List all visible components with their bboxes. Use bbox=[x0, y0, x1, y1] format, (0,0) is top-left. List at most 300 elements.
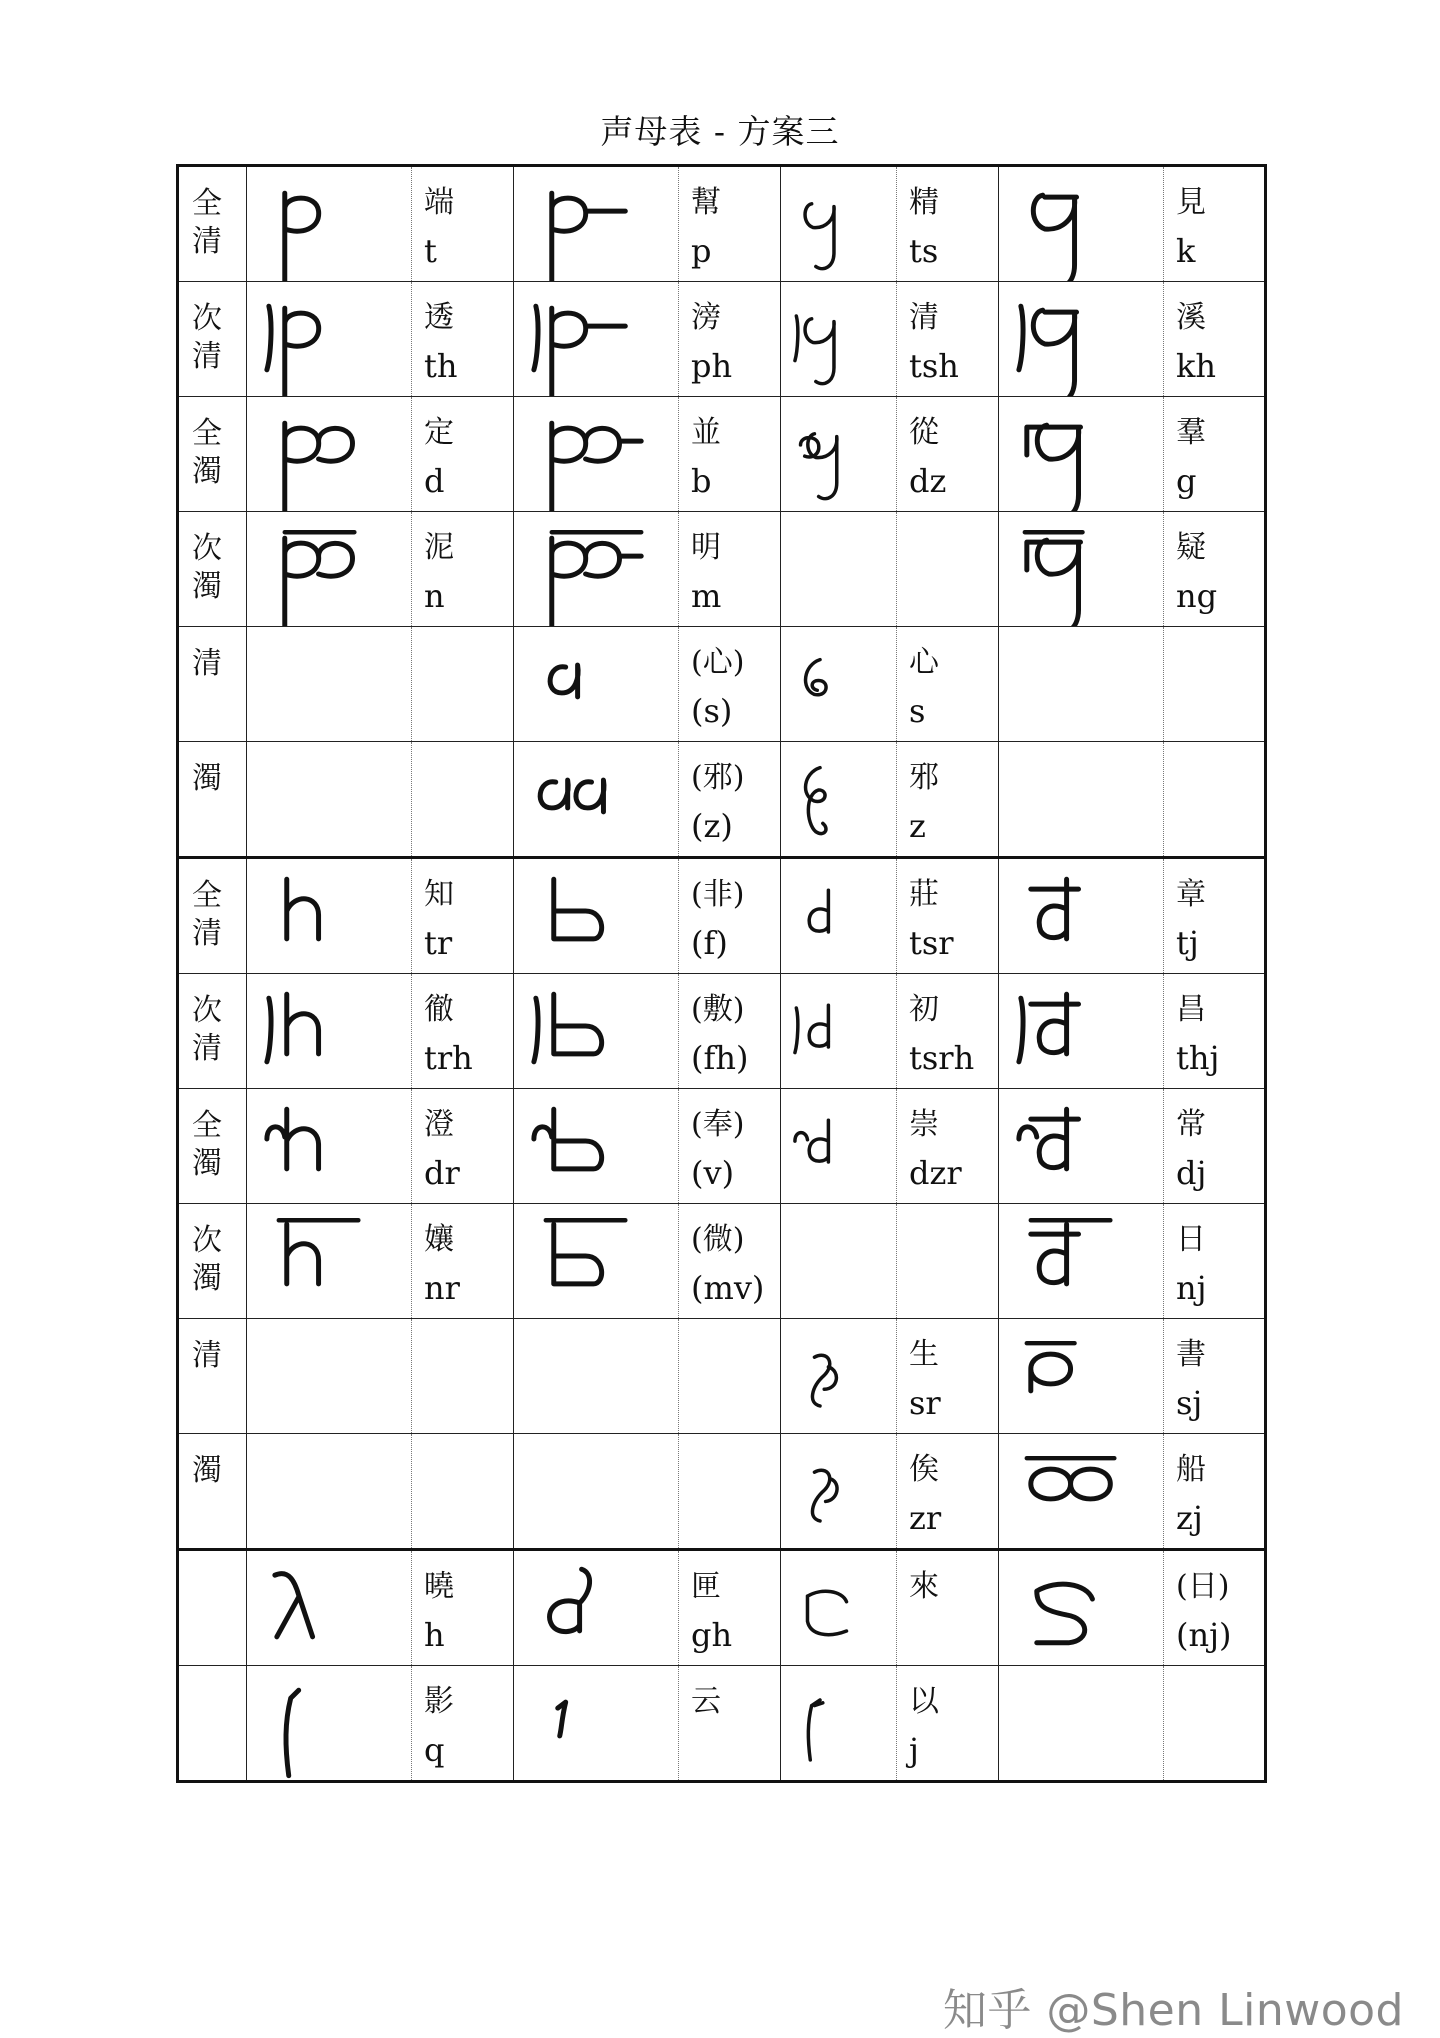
char-label bbox=[691, 179, 721, 275]
label-cell bbox=[679, 627, 781, 742]
label-cell bbox=[679, 1666, 781, 1782]
romanization-label: (fh) bbox=[691, 1039, 749, 1077]
tengwar-glyph-icon bbox=[781, 627, 896, 741]
table-row bbox=[178, 627, 1266, 742]
hanzi-label: 並 bbox=[691, 415, 721, 450]
class-cell bbox=[178, 742, 247, 858]
label-cell bbox=[679, 512, 781, 627]
label-cell bbox=[1164, 397, 1266, 512]
label-cell bbox=[412, 1089, 514, 1204]
romanization-label: q bbox=[424, 1731, 445, 1769]
table-row bbox=[178, 282, 1266, 397]
glyph-cell bbox=[247, 858, 412, 974]
label-cell bbox=[679, 1089, 781, 1204]
hanzi-label: 從 bbox=[909, 415, 939, 450]
label-cell bbox=[1164, 627, 1266, 742]
romanization-label: tr bbox=[424, 924, 453, 962]
class-cell bbox=[178, 1550, 247, 1666]
label-cell bbox=[1164, 1550, 1266, 1666]
romanization-label: zr bbox=[909, 1499, 942, 1537]
char-label bbox=[691, 409, 721, 505]
char-label bbox=[909, 1446, 941, 1542]
hanzi-label: (微) bbox=[691, 1222, 745, 1257]
romanization-label: kh bbox=[1176, 347, 1216, 385]
romanization-label: dzr bbox=[909, 1154, 962, 1192]
hanzi-label: 疑 bbox=[1176, 530, 1206, 565]
label-cell bbox=[679, 166, 781, 282]
tengwar-glyph-icon bbox=[999, 167, 1163, 281]
romanization-label: k bbox=[1176, 232, 1196, 270]
glyph-cell bbox=[781, 1089, 897, 1204]
hanzi-label: (非) bbox=[691, 877, 745, 912]
table-row bbox=[178, 1089, 1266, 1204]
glyph-cell bbox=[514, 627, 679, 742]
char-label bbox=[909, 871, 954, 967]
hanzi-label: 孃 bbox=[424, 1222, 454, 1257]
label-cell bbox=[412, 1666, 514, 1782]
char-label bbox=[909, 1101, 962, 1197]
table-row bbox=[178, 1666, 1266, 1782]
romanization-label: ph bbox=[691, 347, 733, 385]
glyph-cell bbox=[247, 1666, 412, 1782]
tengwar-glyph-icon bbox=[781, 859, 896, 973]
tengwar-glyph-icon bbox=[999, 859, 1163, 973]
glyph-cell bbox=[247, 1204, 412, 1319]
hanzi-label: 常 bbox=[1176, 1107, 1206, 1142]
char-label bbox=[1176, 986, 1219, 1082]
romanization-label: sj bbox=[1176, 1384, 1203, 1422]
label-cell bbox=[1164, 512, 1266, 627]
label-cell bbox=[897, 1666, 999, 1782]
char-label bbox=[691, 1563, 732, 1659]
glyph-cell bbox=[781, 742, 897, 858]
char-label bbox=[691, 1216, 764, 1312]
tengwar-glyph-icon bbox=[781, 167, 896, 281]
glyph-cell bbox=[247, 627, 412, 742]
label-cell bbox=[1164, 1434, 1266, 1550]
hanzi-label: 章 bbox=[1176, 877, 1206, 912]
char-label bbox=[1176, 1331, 1206, 1427]
char-label bbox=[424, 179, 454, 275]
tengwar-glyph-icon bbox=[514, 1551, 678, 1665]
romanization-label: (v) bbox=[691, 1154, 735, 1192]
class-label: 全 清 bbox=[192, 878, 222, 951]
tengwar-glyph-icon bbox=[999, 282, 1163, 396]
romanization-label: n bbox=[424, 577, 445, 615]
romanization-label: (f) bbox=[691, 924, 728, 962]
label-cell bbox=[897, 627, 999, 742]
class-label: 全 濁 bbox=[192, 1108, 222, 1181]
class-cell bbox=[178, 166, 247, 282]
table-row bbox=[178, 1550, 1266, 1666]
romanization-label: g bbox=[1176, 462, 1197, 500]
glyph-cell bbox=[247, 1550, 412, 1666]
char-label bbox=[909, 294, 959, 390]
tengwar-glyph-icon bbox=[247, 859, 411, 973]
glyph-cell bbox=[514, 1204, 679, 1319]
class-label: 次 濁 bbox=[192, 1223, 222, 1296]
label-cell bbox=[679, 282, 781, 397]
char-label bbox=[909, 986, 974, 1082]
class-cell bbox=[178, 627, 247, 742]
class-cell bbox=[178, 1319, 247, 1434]
romanization-label: (s) bbox=[691, 692, 733, 730]
char-label bbox=[691, 986, 748, 1082]
glyph-cell bbox=[781, 397, 897, 512]
label-cell bbox=[679, 858, 781, 974]
romanization-label: gh bbox=[691, 1616, 733, 1654]
tengwar-glyph-icon bbox=[999, 1089, 1163, 1203]
glyph-cell bbox=[781, 1434, 897, 1550]
tengwar-glyph-icon bbox=[514, 859, 678, 973]
hanzi-label: 影 bbox=[424, 1684, 454, 1719]
glyph-cell bbox=[781, 282, 897, 397]
label-cell bbox=[1164, 1319, 1266, 1434]
char-label bbox=[1176, 524, 1217, 620]
hanzi-label: 生 bbox=[909, 1337, 939, 1372]
glyph-cell bbox=[247, 166, 412, 282]
tengwar-glyph-icon bbox=[514, 1666, 678, 1780]
romanization-label: sr bbox=[909, 1384, 941, 1422]
char-label bbox=[1176, 1563, 1232, 1659]
romanization-label: ts bbox=[909, 232, 939, 270]
tengwar-glyph-icon bbox=[999, 1204, 1163, 1318]
initials-table bbox=[176, 164, 1267, 1783]
char-label bbox=[691, 871, 744, 967]
glyph-cell bbox=[514, 858, 679, 974]
class-label: 次 清 bbox=[192, 301, 222, 374]
hanzi-label: 精 bbox=[909, 185, 939, 220]
label-cell bbox=[897, 858, 999, 974]
hanzi-label: (邪) bbox=[691, 760, 745, 795]
char-label bbox=[1176, 1216, 1207, 1312]
hanzi-label: 昌 bbox=[1176, 992, 1206, 1027]
tengwar-glyph-icon bbox=[781, 397, 896, 511]
tengwar-glyph-icon bbox=[999, 512, 1163, 626]
glyph-cell bbox=[781, 512, 897, 627]
char-label bbox=[909, 639, 939, 735]
tengwar-glyph-icon bbox=[247, 512, 411, 626]
glyph-cell bbox=[999, 627, 1164, 742]
char-label bbox=[691, 639, 744, 735]
glyph-cell bbox=[999, 512, 1164, 627]
label-cell bbox=[412, 397, 514, 512]
glyph-cell bbox=[999, 1666, 1164, 1782]
table-row bbox=[178, 397, 1266, 512]
label-cell bbox=[412, 512, 514, 627]
page-title: 声母表 - 方案三 bbox=[600, 112, 840, 151]
char-label bbox=[424, 1678, 454, 1774]
romanization-label: j bbox=[909, 1731, 919, 1769]
tengwar-glyph-icon bbox=[247, 1551, 411, 1665]
glyph-cell bbox=[514, 1550, 679, 1666]
glyph-cell bbox=[999, 742, 1164, 858]
tengwar-glyph-icon bbox=[999, 397, 1163, 511]
hanzi-label: 徹 bbox=[424, 992, 454, 1027]
table-row bbox=[178, 166, 1266, 282]
romanization-label: p bbox=[691, 232, 712, 270]
tengwar-glyph-icon bbox=[514, 1204, 678, 1318]
label-cell bbox=[897, 397, 999, 512]
hanzi-label: 心 bbox=[909, 645, 939, 680]
char-label bbox=[424, 1563, 454, 1659]
romanization-label: tj bbox=[1176, 924, 1199, 962]
tengwar-glyph-icon bbox=[781, 1319, 896, 1433]
romanization-label: (mv) bbox=[691, 1269, 765, 1307]
tengwar-glyph-icon bbox=[247, 974, 411, 1088]
romanization-label: z bbox=[909, 807, 926, 845]
char-label bbox=[424, 409, 454, 505]
hanzi-label: 知 bbox=[424, 877, 454, 912]
glyph-cell bbox=[247, 974, 412, 1089]
class-cell bbox=[178, 1089, 247, 1204]
glyph-cell bbox=[514, 397, 679, 512]
class-label: 清 bbox=[192, 1338, 222, 1373]
tengwar-glyph-icon bbox=[781, 742, 896, 856]
char-label bbox=[424, 294, 457, 390]
romanization-label: d bbox=[424, 462, 445, 500]
label-cell bbox=[897, 282, 999, 397]
label-cell bbox=[412, 166, 514, 282]
label-cell bbox=[1164, 974, 1266, 1089]
romanization-label: trh bbox=[424, 1039, 473, 1077]
label-cell bbox=[412, 282, 514, 397]
glyph-cell bbox=[514, 1666, 679, 1782]
label-cell bbox=[412, 627, 514, 742]
glyph-cell bbox=[514, 512, 679, 627]
hanzi-label: (敷) bbox=[691, 992, 745, 1027]
tengwar-glyph-icon bbox=[781, 282, 896, 396]
tengwar-glyph-icon bbox=[514, 627, 678, 741]
label-cell bbox=[897, 1204, 999, 1319]
hanzi-label: (日) bbox=[1176, 1569, 1230, 1604]
hanzi-label: 匣 bbox=[691, 1569, 721, 1604]
table-row bbox=[178, 858, 1266, 974]
glyph-cell bbox=[514, 1319, 679, 1434]
label-cell bbox=[679, 1550, 781, 1666]
glyph-cell bbox=[999, 974, 1164, 1089]
romanization-label: thj bbox=[1176, 1039, 1220, 1077]
class-label: 次 濁 bbox=[192, 531, 222, 604]
char-label bbox=[424, 524, 454, 620]
char-label bbox=[909, 1331, 941, 1427]
hanzi-label: 滂 bbox=[691, 300, 721, 335]
class-label: 清 bbox=[192, 646, 222, 681]
tengwar-glyph-icon bbox=[514, 1089, 678, 1203]
class-cell bbox=[178, 974, 247, 1089]
romanization-label: h bbox=[424, 1616, 445, 1654]
hanzi-label: 澄 bbox=[424, 1107, 454, 1142]
tengwar-glyph-icon bbox=[999, 974, 1163, 1088]
tengwar-glyph-icon bbox=[247, 397, 411, 511]
hanzi-label: 邪 bbox=[909, 760, 939, 795]
class-cell bbox=[178, 1204, 247, 1319]
class-cell bbox=[178, 858, 247, 974]
label-cell bbox=[897, 1550, 999, 1666]
hanzi-label: 俟 bbox=[909, 1452, 939, 1487]
glyph-cell bbox=[514, 282, 679, 397]
hanzi-label: 船 bbox=[1176, 1452, 1206, 1487]
char-label bbox=[1176, 1446, 1206, 1542]
glyph-cell bbox=[247, 1089, 412, 1204]
tengwar-glyph-icon bbox=[514, 742, 678, 856]
label-cell bbox=[412, 1319, 514, 1434]
hanzi-label: 初 bbox=[909, 992, 939, 1027]
label-cell bbox=[679, 974, 781, 1089]
hanzi-label: 幫 bbox=[691, 185, 721, 220]
tengwar-glyph-icon bbox=[247, 1089, 411, 1203]
char-label bbox=[691, 1101, 744, 1197]
hanzi-label: (奉) bbox=[691, 1107, 745, 1142]
glyph-cell bbox=[999, 1089, 1164, 1204]
glyph-cell bbox=[514, 166, 679, 282]
romanization-label: t bbox=[424, 232, 437, 270]
glyph-cell bbox=[781, 858, 897, 974]
watermark: 知乎 @Shen Linwood bbox=[942, 1985, 1404, 2036]
glyph-cell bbox=[781, 1666, 897, 1782]
class-cell bbox=[178, 1666, 247, 1782]
label-cell bbox=[412, 742, 514, 858]
romanization-label: nj bbox=[1176, 1269, 1207, 1307]
label-cell bbox=[1164, 1666, 1266, 1782]
hanzi-label: 云 bbox=[691, 1684, 721, 1719]
glyph-cell bbox=[247, 742, 412, 858]
tengwar-glyph-icon bbox=[514, 397, 678, 511]
char-label bbox=[424, 986, 473, 1082]
glyph-cell bbox=[781, 1204, 897, 1319]
hanzi-label: 端 bbox=[424, 185, 454, 220]
romanization-label: dr bbox=[424, 1154, 460, 1192]
label-cell bbox=[412, 858, 514, 974]
label-cell bbox=[679, 1204, 781, 1319]
tengwar-glyph-icon bbox=[781, 974, 896, 1088]
glyph-cell bbox=[999, 858, 1164, 974]
label-cell bbox=[897, 1319, 999, 1434]
char-label bbox=[691, 524, 721, 620]
glyph-cell bbox=[781, 974, 897, 1089]
class-cell bbox=[178, 1434, 247, 1550]
class-label: 濁 bbox=[192, 761, 222, 796]
romanization-label: nr bbox=[424, 1269, 460, 1307]
glyph-cell bbox=[999, 1204, 1164, 1319]
hanzi-label: 羣 bbox=[1176, 415, 1206, 450]
table-row bbox=[178, 742, 1266, 858]
tengwar-glyph-icon bbox=[514, 974, 678, 1088]
glyph-cell bbox=[781, 166, 897, 282]
char-label bbox=[1176, 294, 1216, 390]
char-label bbox=[424, 1216, 460, 1312]
hanzi-label: 明 bbox=[691, 530, 721, 565]
char-label bbox=[691, 294, 732, 390]
table-row bbox=[178, 1319, 1266, 1434]
label-cell bbox=[1164, 1204, 1266, 1319]
hanzi-label: 泥 bbox=[424, 530, 454, 565]
romanization-label: s bbox=[909, 692, 926, 730]
glyph-cell bbox=[247, 1434, 412, 1550]
char-label bbox=[909, 1678, 939, 1774]
char-label bbox=[909, 409, 946, 505]
table-row bbox=[178, 1434, 1266, 1550]
label-cell bbox=[897, 512, 999, 627]
tengwar-glyph-icon bbox=[247, 1204, 411, 1318]
class-cell bbox=[178, 282, 247, 397]
glyph-cell bbox=[999, 1319, 1164, 1434]
tengwar-glyph-icon bbox=[781, 1666, 896, 1780]
tengwar-glyph-icon bbox=[247, 1666, 411, 1780]
tengwar-glyph-icon bbox=[781, 1089, 896, 1203]
char-label bbox=[424, 871, 454, 967]
romanization-label: zj bbox=[1176, 1499, 1203, 1537]
table-row bbox=[178, 974, 1266, 1089]
glyph-cell bbox=[247, 282, 412, 397]
char-label bbox=[1176, 179, 1206, 275]
romanization-label: th bbox=[424, 347, 458, 385]
char-label bbox=[424, 1101, 460, 1197]
class-label: 濁 bbox=[192, 1453, 222, 1488]
hanzi-label: 崇 bbox=[909, 1107, 939, 1142]
glyph-cell bbox=[247, 512, 412, 627]
label-cell bbox=[897, 1434, 999, 1550]
tengwar-glyph-icon bbox=[247, 282, 411, 396]
hanzi-label: 透 bbox=[424, 300, 454, 335]
hanzi-label: 溪 bbox=[1176, 300, 1206, 335]
hanzi-label: 日 bbox=[1176, 1222, 1206, 1257]
label-cell bbox=[679, 742, 781, 858]
label-cell bbox=[897, 1089, 999, 1204]
char-label bbox=[1176, 409, 1206, 505]
label-cell bbox=[1164, 282, 1266, 397]
char-label bbox=[909, 754, 939, 850]
label-cell bbox=[412, 974, 514, 1089]
glyph-cell bbox=[999, 282, 1164, 397]
label-cell bbox=[897, 742, 999, 858]
hanzi-label: 曉 bbox=[424, 1569, 454, 1604]
romanization-label: tsrh bbox=[909, 1039, 975, 1077]
glyph-cell bbox=[999, 166, 1164, 282]
label-cell bbox=[679, 1434, 781, 1550]
tengwar-glyph-icon bbox=[247, 167, 411, 281]
tengwar-glyph-icon bbox=[514, 167, 678, 281]
tengwar-glyph-icon bbox=[514, 282, 678, 396]
glyph-cell bbox=[781, 1550, 897, 1666]
class-label: 全 濁 bbox=[192, 416, 222, 489]
label-cell bbox=[412, 1434, 514, 1550]
label-cell bbox=[1164, 1089, 1266, 1204]
hanzi-label: 以 bbox=[909, 1684, 939, 1719]
glyph-cell bbox=[781, 1319, 897, 1434]
romanization-label: dj bbox=[1176, 1154, 1207, 1192]
romanization-label: tsr bbox=[909, 924, 954, 962]
table-row bbox=[178, 1204, 1266, 1319]
romanization-label: dz bbox=[909, 462, 947, 500]
char-label bbox=[1176, 871, 1206, 967]
class-cell bbox=[178, 512, 247, 627]
tengwar-glyph-icon bbox=[999, 1319, 1163, 1433]
label-cell bbox=[1164, 166, 1266, 282]
romanization-label: b bbox=[691, 462, 712, 500]
hanzi-label: 莊 bbox=[909, 877, 939, 912]
char-label bbox=[909, 179, 939, 275]
romanization-label: tsh bbox=[909, 347, 959, 385]
hanzi-label: (心) bbox=[691, 645, 745, 680]
hanzi-label: 清 bbox=[909, 300, 939, 335]
label-cell bbox=[897, 166, 999, 282]
char-label bbox=[691, 1678, 721, 1726]
label-cell bbox=[679, 1319, 781, 1434]
hanzi-label: 書 bbox=[1176, 1337, 1206, 1372]
label-cell bbox=[1164, 742, 1266, 858]
tengwar-glyph-icon bbox=[999, 1434, 1163, 1548]
